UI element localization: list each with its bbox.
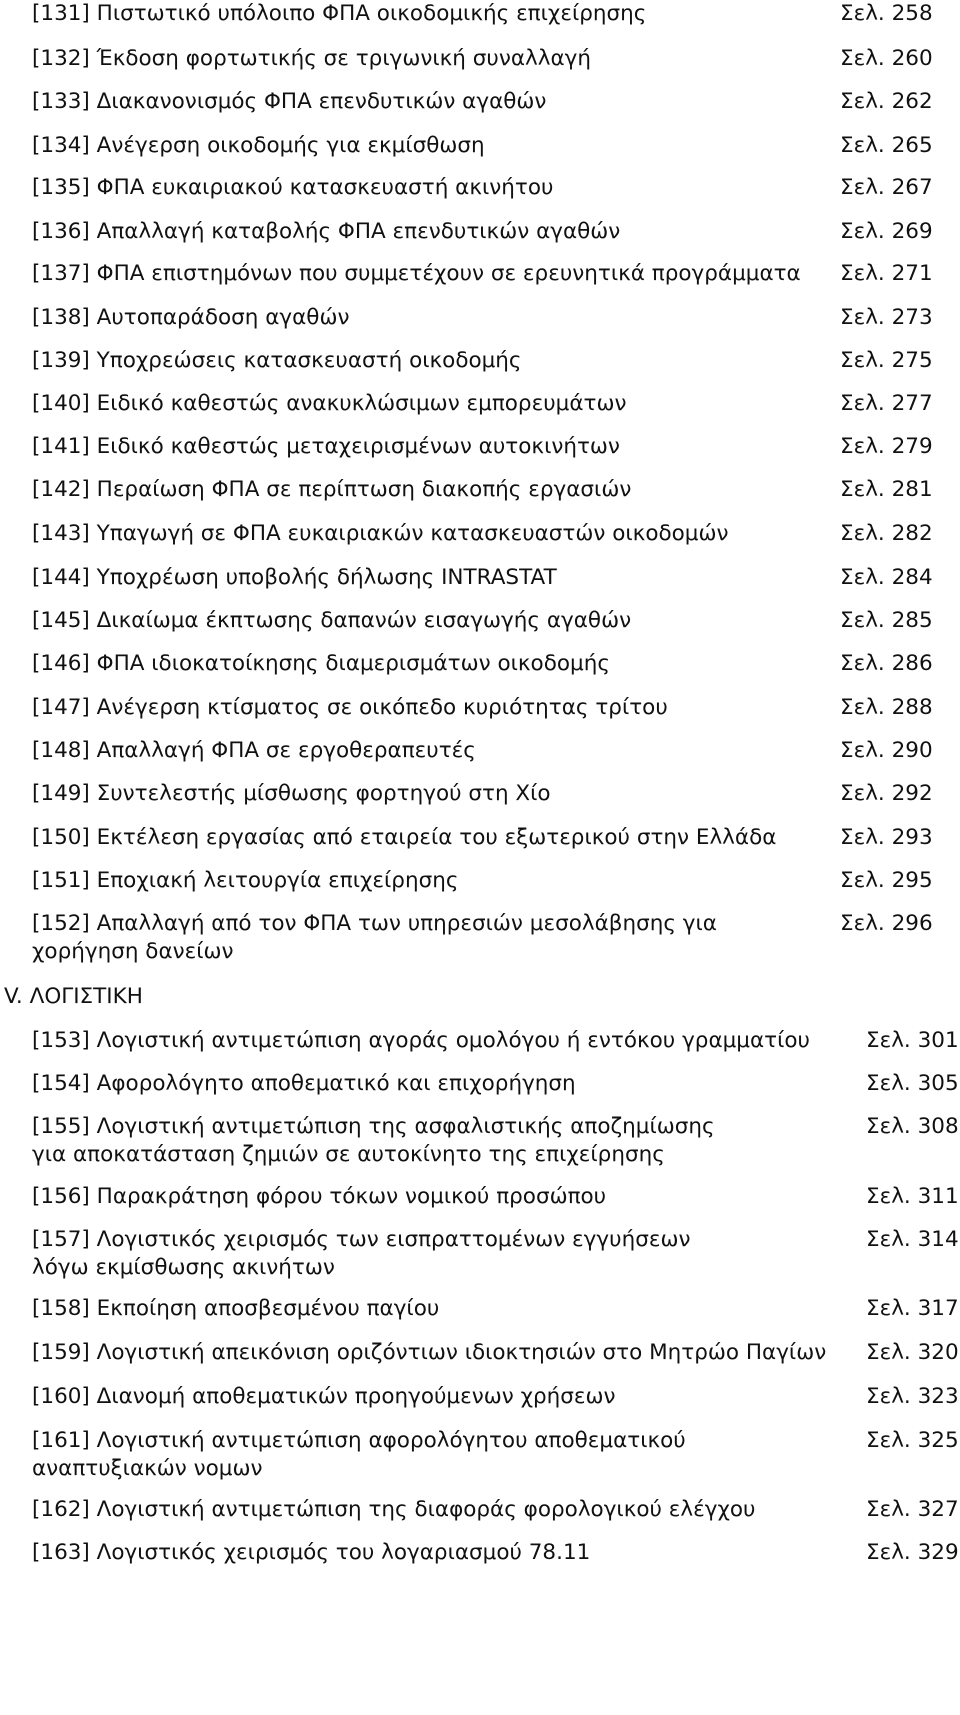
toc-entry-page: Σελ. 271 [840, 261, 933, 286]
toc-entry-page: Σελ. 288 [840, 695, 933, 720]
toc-entry-title: [135] ΦΠΑ ευκαιριακού κατασκευαστή ακινήτου [32, 175, 554, 200]
toc-entry-title: [161] Λογιστική αντιμετώπιση αφορολόγητου αποθεματικού αναπτυξιακών νομων [32, 1428, 686, 1481]
toc-entry-title: [146] ΦΠΑ ιδιοκατοίκησης διαμερισμάτων οικοδομής [32, 651, 610, 676]
toc-entry-page: Σελ. 290 [840, 738, 933, 763]
toc-entry-title: [160] Διανομή αποθεματικών προηγούμενων χρήσεων [32, 1384, 616, 1409]
toc-entry-title: [162] Λογιστική αντιμετώπιση της διαφοράς φορολογικού ελέγχου [32, 1497, 756, 1522]
toc-entry-page: Σελ. 286 [840, 651, 933, 676]
toc-entry-title: [156] Παρακράτηση φόρου τόκων νομικού προσώπου [32, 1184, 607, 1209]
toc-entry-title: [139] Υποχρεώσεις κατασκευαστή οικοδομής [32, 348, 522, 373]
toc-entry-title: [140] Ειδικό καθεστώς ανακυκλώσιμων εμπορευμάτων [32, 391, 627, 416]
toc-entry-title: [147] Ανέγερση κτίσματος σε οικόπεδο κυριότητας τρίτου [32, 695, 668, 720]
toc-entry-page: Σελ. 293 [840, 825, 933, 850]
toc-entry-page: Σελ. 262 [840, 89, 933, 114]
toc-entry-title: [132] Έκδοση φορτωτικής σε τριγωνική συναλλαγή [32, 46, 591, 71]
toc-entry-page: Σελ. 284 [840, 565, 933, 590]
toc-entry-page: Σελ. 277 [840, 391, 933, 416]
toc-entry-title: [136] Απαλλαγή καταβολής ΦΠΑ επενδυτικών αγαθών [32, 219, 621, 244]
toc-entry-page: Σελ. 311 [866, 1184, 959, 1209]
toc-entry-page: Σελ. 258 [840, 1, 933, 26]
toc-entry-page: Σελ. 292 [840, 781, 933, 806]
toc-entry-title: [154] Αφορολόγητο αποθεματικό και επιχορήγηση [32, 1071, 576, 1096]
toc-entry-title: [155] Λογιστική αντιμετώπιση της ασφαλιστικής αποζημίωσης για αποκατάσταση ζημιών σε αυτοκίνητο της επιχείρησης [32, 1114, 715, 1167]
toc-entry-page: Σελ. 325 [866, 1428, 959, 1453]
toc-entry-page: Σελ. 296 [840, 911, 933, 936]
toc-entry-page: Σελ. 282 [840, 521, 933, 546]
toc-entry-title: [149] Συντελεστής μίσθωσης φορτηγού στη Χίο [32, 781, 551, 806]
toc-entry-title: [144] Υποχρέωση υποβολής δήλωσης INTRASTAT [32, 565, 557, 590]
toc-entry-page: Σελ. 301 [866, 1028, 959, 1053]
toc-entry-page: Σελ. 265 [840, 133, 933, 158]
toc-entry-title: [157] Λογιστικός χειρισμός των εισπραττομένων εγγυήσεων λόγω εκμίσθωσης ακινήτων [32, 1227, 691, 1280]
toc-entry-title: [159] Λογιστική απεικόνιση οριζόντιων ιδιοκτησιών στο Μητρώο Παγίων [32, 1340, 827, 1365]
toc-entry-page: Σελ. 320 [866, 1340, 959, 1365]
toc-entry-title: [158] Εκποίηση αποσβεσμένου παγίου [32, 1296, 440, 1321]
toc-entry-title: [138] Αυτοπαράδοση αγαθών [32, 305, 350, 330]
toc-entry-page: Σελ. 275 [840, 348, 933, 373]
toc-entry-page: Σελ. 327 [866, 1497, 959, 1522]
toc-entry-title: [148] Απαλλαγή ΦΠΑ σε εργοθεραπευτές [32, 738, 476, 763]
toc-entry-title: [134] Ανέγερση οικοδομής για εκμίσθωση [32, 133, 485, 158]
toc-entry-page: Σελ. 281 [840, 477, 933, 502]
toc-entry-title: [133] Διακανονισμός ΦΠΑ επενδυτικών αγαθών [32, 89, 547, 114]
toc-entry-page: Σελ. 305 [866, 1071, 959, 1096]
toc-entry-page: Σελ. 295 [840, 868, 933, 893]
toc-entry-page: Σελ. 279 [840, 434, 933, 459]
toc-entry-title: [137] ΦΠΑ επιστημόνων που συμμετέχουν σε ερευνητικά προγράμματα [32, 261, 801, 286]
toc-entry-title: [145] Δικαίωμα έκπτωσης δαπανών εισαγωγής αγαθών [32, 608, 632, 633]
toc-entry-title: [152] Απαλλαγή από τον ΦΠΑ των υπηρεσιών μεσολάβησης για χορήγηση δανείων [32, 911, 717, 964]
toc-entry-title: [163] Λογιστικός χειρισμός του λογαριασμού 78.11 [32, 1540, 591, 1565]
toc-entry-page: Σελ. 329 [866, 1540, 959, 1565]
toc-entry-title: [143] Υπαγωγή σε ΦΠΑ ευκαιριακών κατασκευαστών οικοδομών [32, 521, 729, 546]
toc-entry-title: [151] Εποχιακή λειτουργία επιχείρησης [32, 868, 459, 893]
toc-entry-title: [153] Λογιστική αντιμετώπιση αγοράς ομολόγου ή εντόκου γραμματίου [32, 1028, 810, 1053]
toc-entry-title: [131] Πιστωτικό υπόλοιπο ΦΠΑ οικοδομικής επιχείρησης [32, 1, 647, 26]
toc-entry-page: Σελ. 285 [840, 608, 933, 633]
toc-entry-page: Σελ. 273 [840, 305, 933, 330]
toc-entry-page: Σελ. 314 [866, 1227, 959, 1252]
toc-entry-title: [150] Εκτέλεση εργασίας από εταιρεία του εξωτερικού στην Ελλάδα [32, 825, 777, 850]
toc-entry-page: Σελ. 323 [866, 1384, 959, 1409]
toc-entry-page: Σελ. 260 [840, 46, 933, 71]
toc-entry-title: [141] Ειδικό καθεστώς μεταχειρισμένων αυτοκινήτων [32, 434, 620, 459]
toc-entry-page: Σελ. 269 [840, 219, 933, 244]
section-heading: V. ΛΟΓΙΣΤΙΚΗ [4, 984, 143, 1009]
toc-entry-page: Σελ. 308 [866, 1114, 959, 1139]
toc-entry-title: [142] Περαίωση ΦΠΑ σε περίπτωση διακοπής εργασιών [32, 477, 632, 502]
toc-entry-page: Σελ. 267 [840, 175, 933, 200]
toc-entry-page: Σελ. 317 [866, 1296, 959, 1321]
